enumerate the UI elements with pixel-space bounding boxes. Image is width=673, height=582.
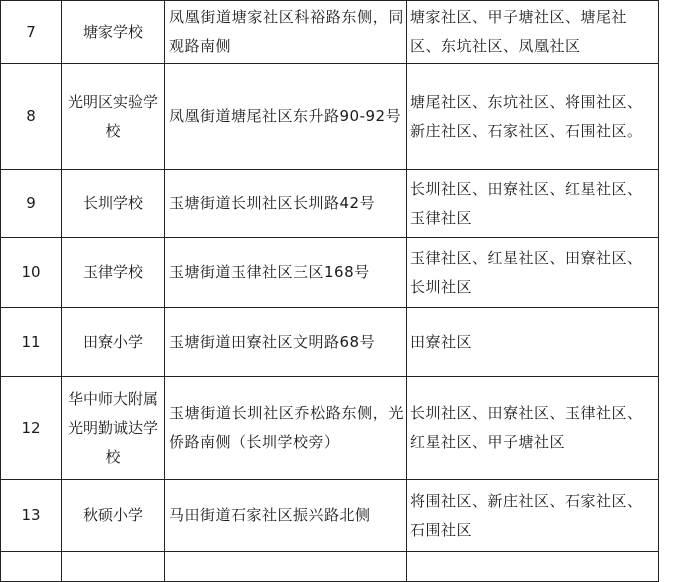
address-cell: 玉塘街道长圳社区长圳路42号 bbox=[165, 170, 407, 238]
district-area-cell: 田寮社区 bbox=[407, 308, 659, 377]
address-cell: 玉塘街道玉律社区三区168号 bbox=[165, 238, 407, 308]
school-name-cell: 塘家学校 bbox=[62, 1, 165, 64]
row-number-cell: 10 bbox=[1, 238, 62, 308]
school-name-cell: 田寮小学 bbox=[62, 308, 165, 377]
address-cell bbox=[165, 552, 407, 582]
table-row bbox=[1, 1, 659, 64]
table-row bbox=[1, 552, 659, 582]
school-name-cell: 长圳学校 bbox=[62, 170, 165, 238]
table-row bbox=[1, 238, 659, 308]
district-area-cell: 将围社区、新庄社区、石家社区、石围社区 bbox=[407, 480, 659, 552]
table-row bbox=[1, 170, 659, 238]
row-number-cell bbox=[1, 552, 62, 582]
school-name-cell: 光明区实验学校 bbox=[62, 64, 165, 170]
row-number-cell: 9 bbox=[1, 170, 62, 238]
address-cell: 马田街道石家社区振兴路北侧 bbox=[165, 480, 407, 552]
district-area-cell: 长圳社区、田寮社区、红星社区、玉律社区 bbox=[407, 170, 659, 238]
table-row bbox=[1, 480, 659, 552]
row-number-cell: 7 bbox=[1, 1, 62, 64]
district-area-cell bbox=[407, 552, 659, 582]
address-cell: 玉塘街道田寮社区文明路68号 bbox=[165, 308, 407, 377]
row-number-cell: 11 bbox=[1, 308, 62, 377]
district-area-cell: 玉律社区、红星社区、田寮社区、长圳社区 bbox=[407, 238, 659, 308]
table-row bbox=[1, 377, 659, 480]
school-name-cell bbox=[62, 552, 165, 582]
table-row bbox=[1, 64, 659, 170]
district-area-cell: 塘家社区、甲子塘社区、塘尾社区、东坑社区、凤凰社区 bbox=[407, 1, 659, 64]
table-row bbox=[1, 308, 659, 377]
school-name-cell: 玉律学校 bbox=[62, 238, 165, 308]
row-number-cell: 13 bbox=[1, 480, 62, 552]
row-number-cell: 12 bbox=[1, 377, 62, 480]
school-name-cell: 秋硕小学 bbox=[62, 480, 165, 552]
address-cell: 玉塘街道长圳社区乔松路东侧，光侨路南侧（长圳学校旁） bbox=[165, 377, 407, 480]
row-number-cell: 8 bbox=[1, 64, 62, 170]
district-area-cell: 塘尾社区、东坑社区、将围社区、新庄社区、石家社区、石围社区。 bbox=[407, 64, 659, 170]
district-area-cell: 长圳社区、田寮社区、玉律社区、红星社区、甲子塘社区 bbox=[407, 377, 659, 480]
address-cell: 凤凰街道塘尾社区东升路90-92号 bbox=[165, 64, 407, 170]
address-cell: 凤凰街道塘家社区科裕路东侧，同观路南侧 bbox=[165, 1, 407, 64]
school-name-cell: 华中师大附属光明勤诚达学校 bbox=[62, 377, 165, 480]
